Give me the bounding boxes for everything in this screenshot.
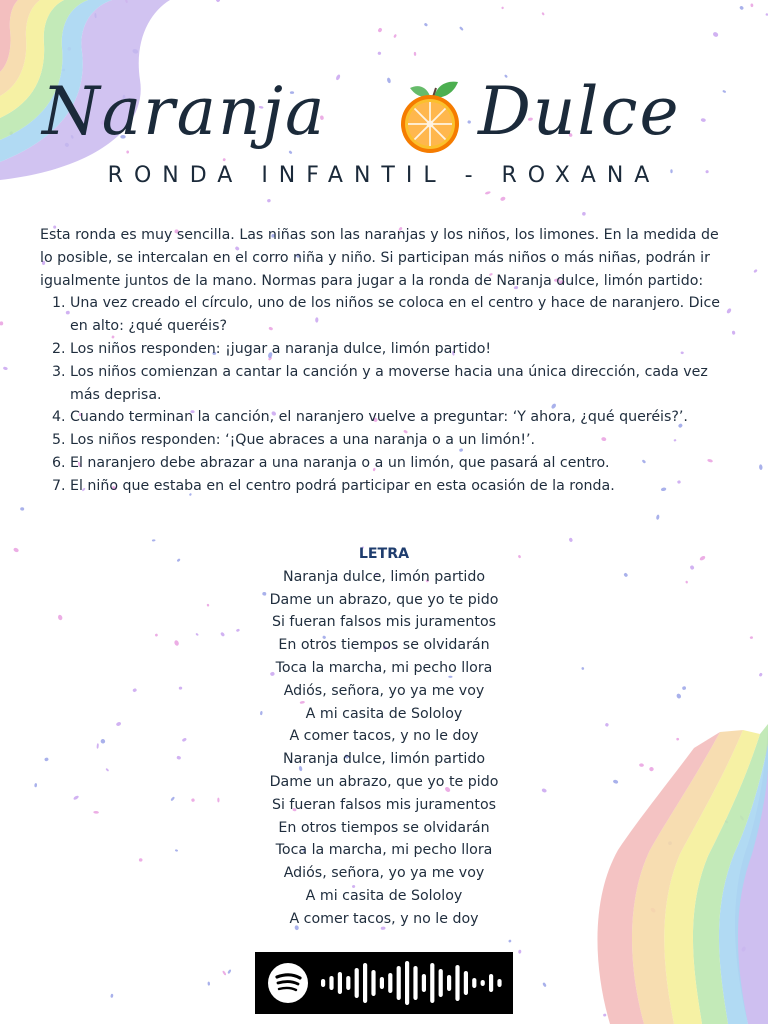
title-word-dulce: Dulce (478, 73, 681, 150)
confetti-dot (500, 196, 506, 202)
confetti-dot (227, 969, 231, 974)
confetti-dot (541, 12, 545, 16)
spotify-code-bar (355, 968, 359, 998)
lyric-line: En otros tiempos se olvidarán (278, 637, 490, 654)
lyric-line: Si fueran falsos mis juramentos (271, 796, 497, 813)
rule-item: 2. Los niños responden: ¡jugar a naranja dulce, limón partido! (70, 338, 724, 361)
spotify-code-bar (439, 969, 443, 997)
spotify-code-bar (413, 966, 417, 1000)
spotify-code-bar (346, 976, 350, 990)
confetti-dot (20, 507, 24, 511)
confetti-dot (582, 212, 586, 216)
confetti-dot (568, 537, 573, 542)
confetti-dot (753, 269, 758, 273)
confetti-dot (750, 3, 753, 7)
spotify-code-barcode (317, 952, 507, 1014)
spotify-code-bar (464, 971, 468, 995)
confetti-dot (152, 539, 156, 541)
confetti-dot (377, 27, 382, 33)
confetti-dot (0, 321, 3, 325)
spotify-code-bar (397, 966, 401, 1000)
spotify-code-bar (321, 979, 325, 987)
lyric-line: Adiós, señora, yo ya me voy (283, 682, 485, 699)
subtitle: RONDA INFANTIL - ROXANA (107, 163, 661, 188)
confetti-dot (424, 22, 429, 26)
confetti-dot (393, 34, 397, 38)
confetti-dot (215, 0, 220, 3)
lyric-line: Toca la marcha, mi pecho llora (275, 659, 493, 676)
lyric-line: Adiós, señora, yo ya me voy (283, 865, 485, 882)
spotify-code-bar (481, 980, 485, 986)
spotify-code-bar (363, 963, 367, 1003)
lyric-line: A mi casita de Sololoy (305, 705, 463, 722)
confetti-dot (207, 982, 210, 986)
spotify-code-bar (472, 978, 476, 988)
lyric-line: A comer tacos, y no le doy (289, 910, 479, 927)
spotify-code-bar (447, 975, 451, 991)
confetti-dot (3, 366, 8, 370)
spotify-code-bar (338, 972, 342, 994)
lyric-line: A comer tacos, y no le doy (289, 728, 479, 745)
rule-item: 1. Una vez creado el círculo, uno de los niños se coloca en el centro y hace de naranjero. Dice en alto: ¿qué queréis? (70, 292, 724, 338)
confetti-dot (485, 191, 491, 195)
rule-item: 6. El naranjero debe abrazar a una naranja o a un limón, que pasará al centro. (70, 452, 724, 475)
confetti-dot (414, 52, 417, 56)
spotify-code[interactable] (255, 952, 513, 1014)
orange-slice-icon (396, 74, 468, 156)
lyrics-title: LETRA (358, 546, 410, 562)
confetti-dot (656, 514, 660, 520)
spotify-code-bar (455, 965, 459, 1001)
rule-item: 4. Cuando terminan la canción, el naranjero vuelve a preguntar: ‘Y ahora, ¿qué queréis?’. (70, 406, 724, 429)
confetti-dot (222, 970, 227, 976)
lyric-line: Naranja dulce, limón partido (282, 751, 486, 768)
spotify-code-bar (388, 973, 392, 993)
lyric-line: Si fueran falsos mis juramentos (271, 614, 497, 631)
lyric-line: Dame un abrazo, que yo te pido (269, 591, 499, 608)
spotify-logo-icon (267, 962, 309, 1004)
confetti-dot (459, 26, 464, 31)
lyric-line: A mi casita de Sololoy (305, 887, 463, 904)
lyrics-section (0, 543, 768, 931)
lyric-line: Naranja dulce, limón partido (282, 568, 486, 585)
spotify-code-bar (430, 963, 434, 1003)
lyric-line: En otros tiempos se olvidarán (278, 819, 490, 836)
lyric-line: Toca la marcha, mi pecho llora (275, 842, 493, 859)
rule-item: 3. Los niños comienzan a cantar la canción y a moverse hacia una única dirección, cada vez más deprisa. (70, 361, 724, 407)
confetti-dot (759, 464, 763, 470)
spotify-code-bar (380, 977, 384, 989)
rule-item: 7. El niño que estaba en el centro podrá participar en esta ocasión de la ronda. (70, 475, 724, 498)
spotify-code-bar (405, 961, 409, 1005)
spotify-code-bar (497, 979, 501, 987)
intro-paragraph: Esta ronda es muy sencilla. Las niñas son las naranjas y los niños, los limones. En la medida de lo posible, se intercalan en el corro niña y niño. Si participan más niños o más niñas, podrán ir igualmente juntos de la mano. Normas para jugar a la ronda de Naranja dulce, limón partido: (40, 227, 719, 289)
confetti-dot (110, 994, 113, 998)
title (0, 62, 768, 162)
spotify-code-bar (371, 970, 375, 996)
spotify-code-bar (422, 974, 426, 992)
confetti-dot (739, 5, 744, 10)
confetti-dot (726, 308, 732, 315)
spotify-code-bar (489, 974, 493, 992)
spotify-code-bar (329, 976, 333, 990)
rule-item: 5. Los niños responden: ‘¡Que abraces a una naranja o a un limón!’. (70, 429, 724, 452)
confetti-dot (267, 199, 271, 203)
confetti-dot (712, 31, 719, 38)
instructions-section (40, 224, 724, 498)
confetti-dot (377, 51, 381, 55)
rules-list (40, 292, 724, 497)
confetti-dot (501, 6, 504, 9)
title-word-naranja: Naranja (42, 73, 327, 150)
confetti-dot (732, 330, 736, 335)
lyric-line: Dame un abrazo, que yo te pido (269, 773, 499, 790)
